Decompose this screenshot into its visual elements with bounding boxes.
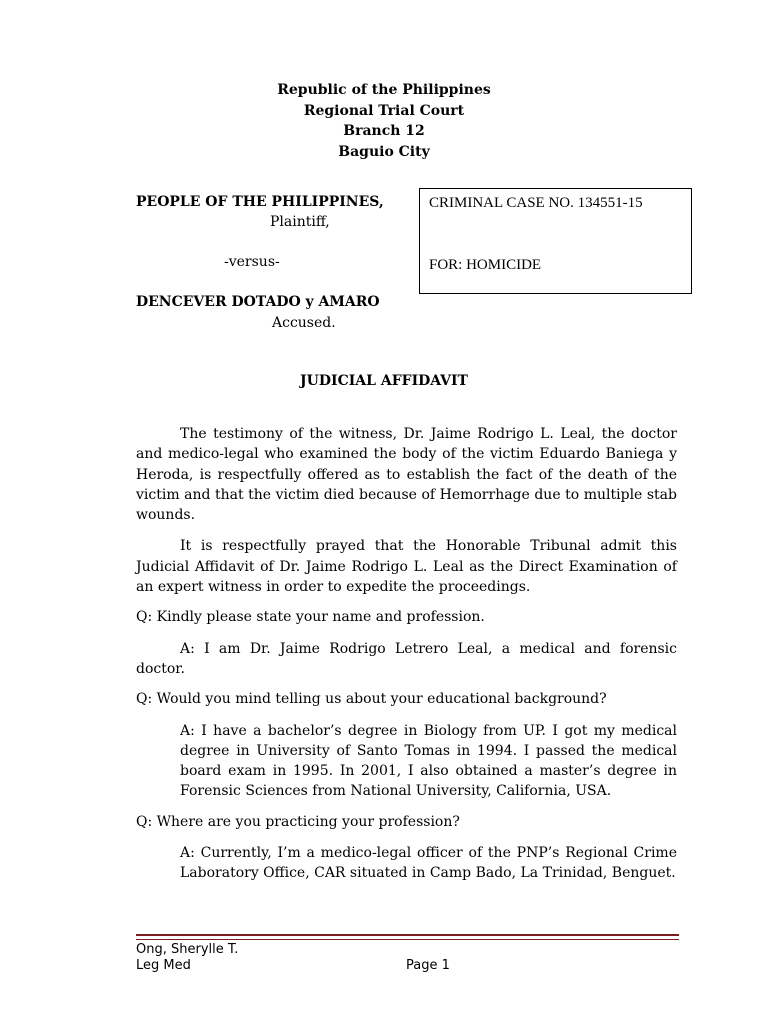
footer-subject: Leg Med [136, 958, 191, 973]
answer-3: A: Currently, I’m a medico-legal officer of the PNP’s Regional Crime Laboratory Office, CAR situated in Camp Bado, La Trinidad, Benguet. [180, 845, 677, 882]
header-court: Regional Trial Court [303, 102, 465, 119]
court-header [0, 80, 768, 162]
case-caption-parties [136, 192, 406, 331]
case-offense: FOR: HOMICIDE [429, 257, 542, 273]
footer-author: Ong, Sherylle T. [136, 942, 239, 957]
document-title: JUDICIAL AFFIDAVIT [300, 373, 468, 389]
intro-paragraph-2: It is respectfully prayed that the Honorable Tribunal admit this Judicial Affidavit of Dr. Jaime Rodrigo L. Leal as the Direct Examination of an expert witness in order to expedite the proceedings. [136, 538, 677, 596]
accused-name: DENCEVER DOTADO y AMARO [136, 294, 380, 310]
footer-rule-thick [136, 934, 679, 936]
answer-1: A: I am Dr. Jaime Rodrigo Letrero Leal, a medical and forensic doctor. [136, 640, 677, 677]
question-3: Q: Where are you practicing your profession? [136, 813, 460, 830]
question-2: Q: Would you mind telling us about your educational background? [136, 691, 607, 708]
plaintiff-role: Plaintiff, [270, 214, 330, 230]
header-republic: Republic of the Philippines [277, 82, 491, 98]
intro-paragraph-1: The testimony of the witness, Dr. Jaime Rodrigo L. Leal, the doctor and medico-legal who examined the body of the victim Eduardo Baniega y Heroda, is respectfully offered as to establish the fact of the death of the victim and that the victim died because of Hemorrhage due to multiple stab wounds. [136, 426, 677, 524]
page-footer [136, 942, 679, 974]
case-number: CRIMINAL CASE NO. 134551-15 [429, 195, 643, 211]
footer-rule-thin [136, 939, 679, 940]
question-1: Q: Kindly please state your name and profession. [136, 609, 485, 626]
accused-role: Accused. [272, 315, 336, 331]
case-number-box [419, 188, 692, 294]
footer-page-number: Page 1 [406, 958, 450, 973]
header-branch: Branch 12 [343, 123, 425, 139]
header-city: Baguio City [338, 143, 430, 160]
plaintiff-name: PEOPLE OF THE PHILIPPINES, [136, 194, 384, 210]
versus-label: -versus- [224, 254, 280, 270]
affidavit-body [136, 424, 677, 884]
answer-2: A: I have a bachelor’s degree in Biology from UP. I got my medical degree in University of Santo Tomas in 1994. I passed the medical board exam in 1995. In 2001, I also obtained a master’s degree in Forensic Sciences from National University, California, USA. [180, 722, 677, 800]
